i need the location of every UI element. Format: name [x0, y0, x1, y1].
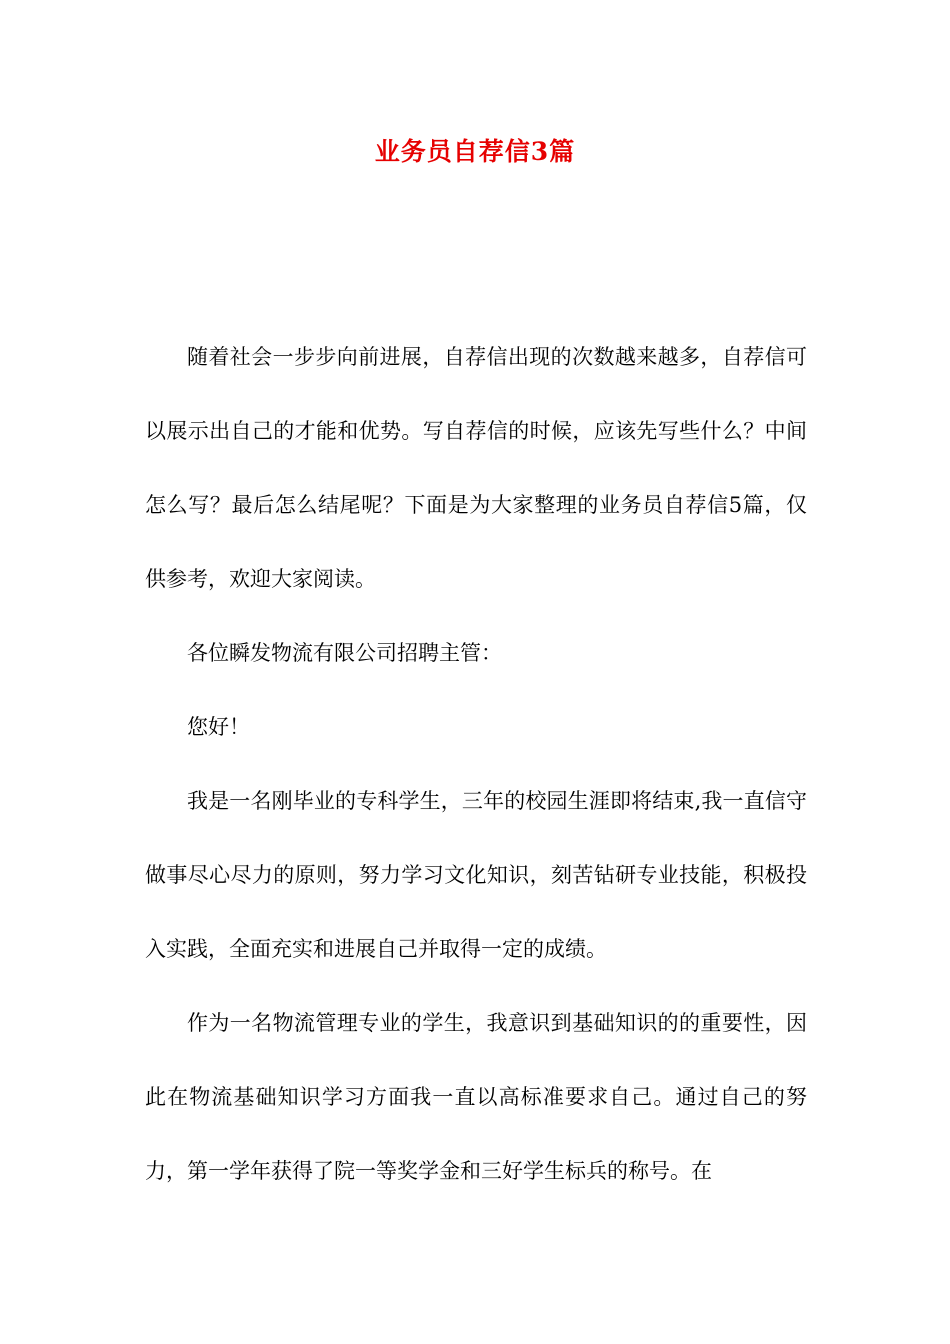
paragraph-salutation: 各位瞬发物流有限公司招聘主管：	[187, 641, 502, 665]
paragraph-self-introduction: 我是一名刚毕业的专科学生，三年的校园生涯即将结束,我一直信守做事尽心尽力的原则，努力学习文化知识，刻苦钻研专业技能，积极投入实践，全面充实和进展自己并取得一定的成绩。	[145, 789, 807, 961]
document-body	[145, 320, 807, 1208]
paragraph-greeting: 您好！	[187, 715, 250, 739]
paragraph-intro: 随着社会一步步向前进展，自荐信出现的次数越来越多，自荐信可以展示出自己的才能和优势。写自荐信的时候，应该先写些什么？中间怎么写？最后怎么结尾呢？下面是为大家整理的业务员自荐信5篇，仅供参考，欢迎大家阅读。	[145, 345, 807, 591]
paragraph-study-achievements: 作为一名物流管理专业的学生，我意识到基础知识的的重要性，因此在物流基础知识学习方面我一直以高标准要求自己。通过自己的努力，第一学年获得了院一等奖学金和三好学生标兵的称号。在	[145, 1011, 807, 1183]
document-title: 业务员自荐信3篇	[374, 137, 576, 166]
